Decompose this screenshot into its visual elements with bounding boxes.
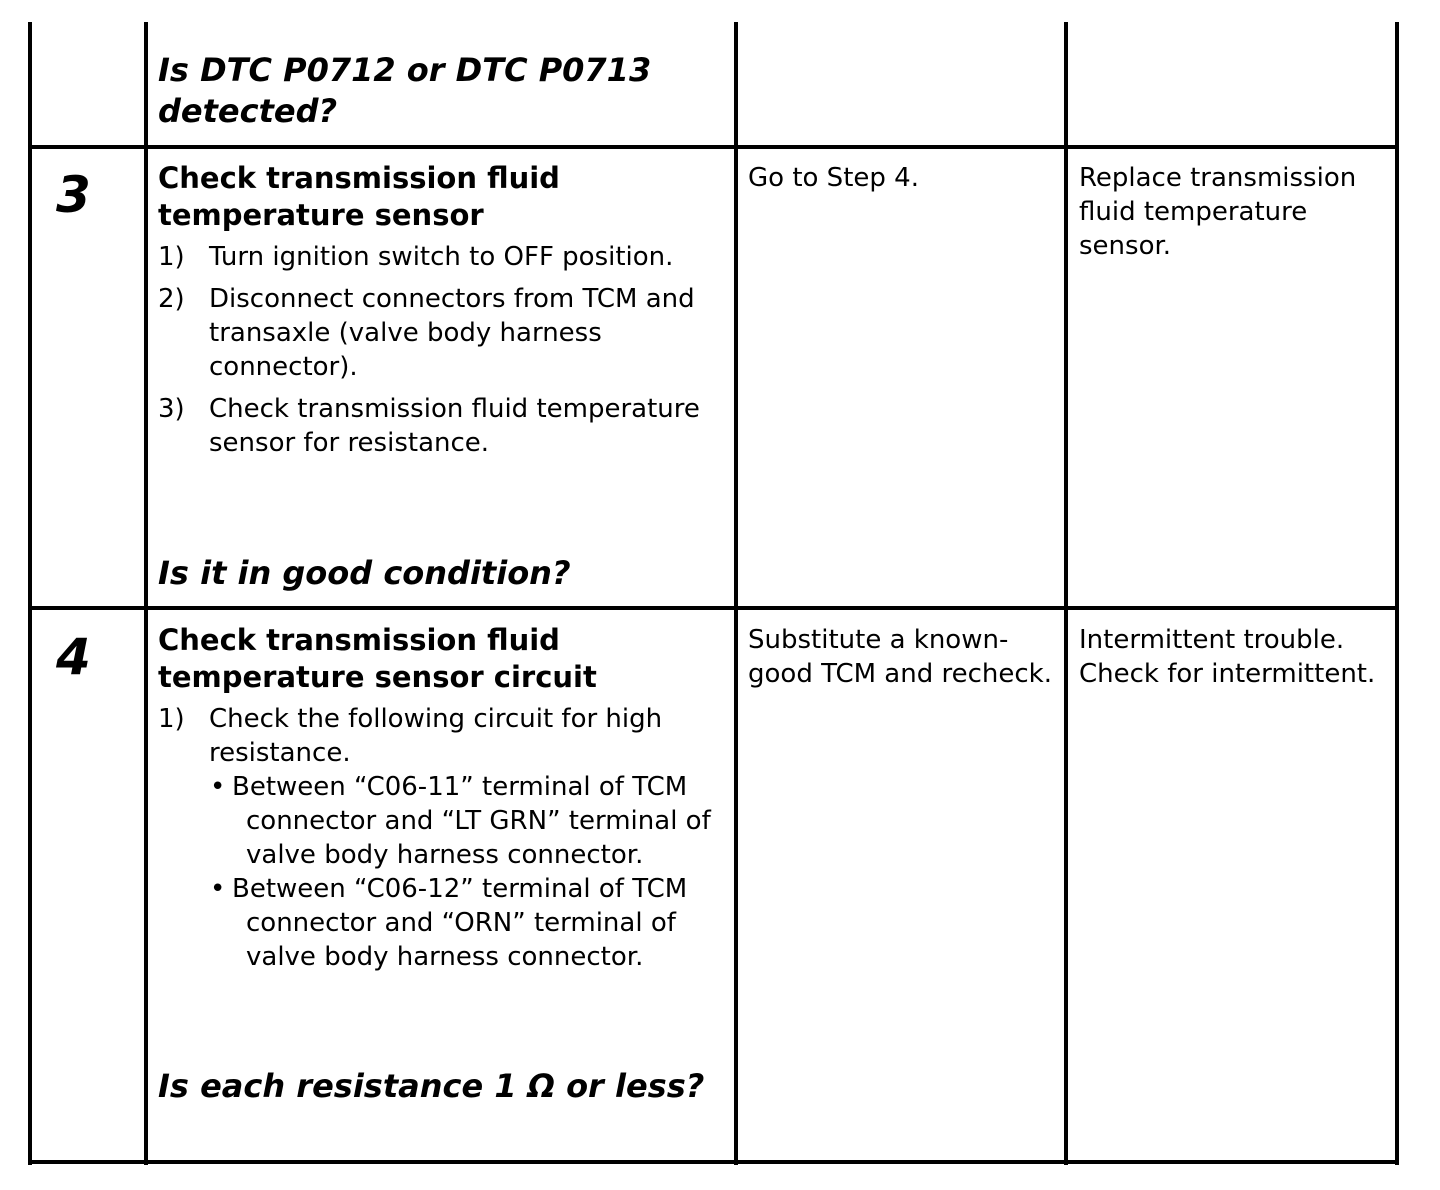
procedure-list (158, 702, 728, 770)
table-border-left (28, 22, 32, 1165)
row-divider (28, 606, 1399, 610)
table-border-right (1395, 22, 1399, 1165)
row-action-cell (158, 50, 723, 132)
row-action-cell (158, 622, 728, 974)
table-border-bottom (28, 1160, 1399, 1164)
column-divider-step (144, 22, 148, 1165)
step-question: Is DTC P0712 or DTC P0713 detected? (158, 51, 652, 130)
list-item: 2) Disconnect connectors from TCM and transaxle (valve body harness connector). (158, 284, 695, 382)
list-item: 1) Turn ignition switch to OFF position. (158, 242, 674, 272)
no-action: Intermittent trouble. Check for intermittent. (1079, 625, 1376, 689)
step-title: Check transmission fluid temperature sensor circuit (158, 623, 597, 694)
step-number: 4 (56, 628, 91, 686)
bullet-item: • Between “C06-11” terminal of TCM connector and “LT GRN” terminal of valve body harness connector. (210, 772, 711, 870)
row-action-cell (158, 160, 728, 600)
row-divider (28, 145, 1399, 149)
yes-action: Substitute a known-good TCM and recheck. (748, 625, 1052, 689)
yes-action: Go to Step 4. (748, 163, 919, 193)
step-question: Is each resistance 1 Ω or less? (158, 1067, 705, 1105)
step-number: 3 (56, 166, 91, 224)
step-question: Is it in good condition? (158, 554, 571, 592)
no-action: Replace transmission fluid temperature sensor. (1079, 163, 1357, 261)
list-item: 1) Check the following circuit for high resistance. (158, 704, 663, 768)
step-title: Check transmission fluid temperature sensor (158, 161, 560, 232)
column-divider-action (734, 22, 738, 1165)
bullet-list (158, 770, 728, 974)
list-item: 3) Check transmission fluid temperature sensor for resistance. (158, 394, 700, 458)
column-divider-yes (1064, 22, 1068, 1165)
bullet-item: • Between “C06-12” terminal of TCM connector and “ORN” terminal of valve body harness connector. (210, 874, 688, 972)
procedure-list (158, 240, 728, 460)
